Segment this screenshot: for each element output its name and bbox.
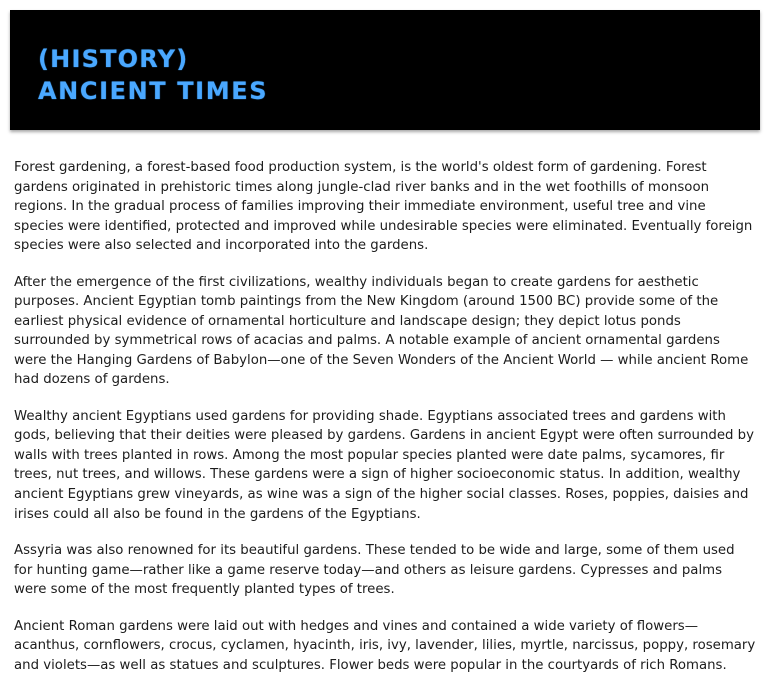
paragraph-1: Forest gardening, a forest-based food production system, is the world's oldest form of gardening. Forest gardens originated in prehistoric times along jungle-clad river banks and in the wet foothills of monsoon regions. In the gradual process of families improving their immediate environment, useful tree and vine species were identified, protected and improved while undesirable species were eliminated. Eventually foreign species were also selected and incorporated into the gardens. bbox=[14, 160, 753, 254]
paragraph-3: Wealthy ancient Egyptians used gardens for providing shade. Egyptians associated trees and gardens with gods, believing that their deities were pleased by gardens. Gardens in ancient Egypt were often surrounded by walls with trees planted in rows. Among the most popular species planted were date palms, sycamores, fir trees, nut trees, and willows. These gardens were a sign of higher socioeconomic status. In addition, wealthy ancient Egyptians grew vineyards, as wine was a sign of the higher social classes. Roses, poppies, daisies and irises could all also be found in the gardens of the Egyptians. bbox=[14, 408, 754, 522]
paragraph-5: Ancient Roman gardens were laid out with hedges and vines and contained a wide variety of flowers—acanthus, cornflowers, crocus, cyclamen, hyacinth, iris, ivy, lavender, lilies, myrtle, narcissus, poppy, rosemary and violets—as well as statues and sculptures. Flower beds were popular in the courtyards of rich Romans. bbox=[14, 618, 756, 673]
paragraph-4: Assyria was also renowned for its beautiful gardens. These tended to be wide and large, some of them used for hunting game—rather like a game reserve today—and others as leisure gardens. Cypresses and palms were some of the most frequently planted types of trees. bbox=[14, 543, 735, 598]
header-title-line-2: ANCIENT TIMES bbox=[38, 76, 269, 105]
article-body bbox=[0, 130, 770, 675]
header-title-line-1: (HISTORY) bbox=[38, 45, 189, 73]
header-banner bbox=[10, 10, 760, 130]
header-banner-inner bbox=[10, 10, 760, 107]
paragraph-2: After the emergence of the first civilizations, wealthy individuals began to create gardens for aesthetic purposes. Ancient Egyptian tomb paintings from the New Kingdom (around 1500 BC) provide some of the earliest physical evidence of ornamental horticulture and landscape design; they depict lotus ponds surrounded by symmetrical rows of acacias and palms. A notable example of ancient ornamental gardens were the Hanging Gardens of Babylon—one of the Seven Wonders of the Ancient World — while ancient Rome had dozens of gardens. bbox=[14, 274, 749, 388]
document-page bbox=[0, 10, 770, 691]
